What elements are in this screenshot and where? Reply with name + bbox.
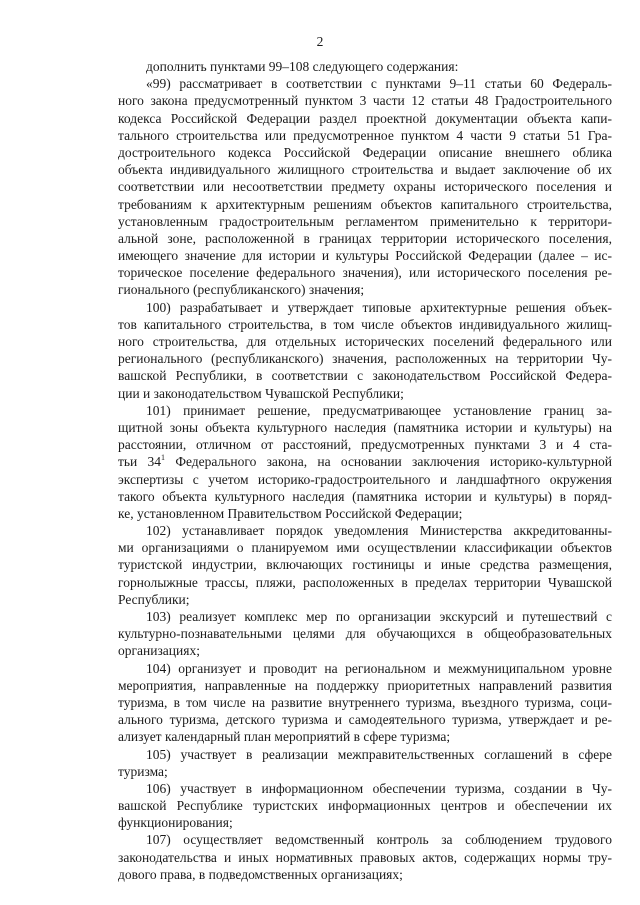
text-line: соответствии или несоответствии предмету охраны исторического поселения и (118, 179, 612, 195)
page-number: 2 (316, 34, 324, 49)
list-item (118, 831, 612, 883)
text-segment: тьи 34 (118, 454, 162, 470)
text-line: расстоянии, отличном от расстояний, предусмотренных пунктами 3 и 4 ста- (118, 437, 612, 453)
list-item (118, 660, 612, 746)
text-line: функционирования; (118, 815, 233, 831)
text-line: дополнить пунктами 99–108 следующего содержания: (146, 59, 459, 74)
text-line: гионального (республиканского) значения; (118, 282, 365, 298)
text-line: ного закона предусмотренный пунктом 3 части 12 статьи 48 Градостроительного (118, 93, 612, 109)
text-line: дового права, в подведомственных организациях; (118, 866, 403, 882)
list-item (118, 608, 612, 660)
text-line: такого объекта культурного наследия (памятника истории и культуры) в поряд- (118, 488, 612, 504)
text-line: 106) участвует в информационном обеспечении туризма, создании в Чу- (146, 780, 612, 796)
text-line: туристской индустрии, включающих гостиницы и иные средства размещения, (118, 557, 612, 573)
text-line: ального туризма, детского туризма и самодеятельного туризма, утверждает и ре- (118, 712, 612, 728)
text-line: достроительного кодекса Российской Федерации описание внешнего облика (118, 144, 612, 160)
text-line: объекта индивидуального жилищного строительства и выдает заключение об их (118, 162, 612, 178)
text-line: 105) участвует в реализации межправительственных соглашений в сфере (146, 746, 612, 762)
text-line: ции и законодательством Чувашской Республики; (118, 385, 404, 401)
text-line: установленным градостроительным регламентом применительно к территори- (118, 213, 612, 229)
text-line: организациях; (118, 643, 200, 659)
intro-paragraph (118, 58, 612, 75)
list-item (118, 299, 612, 402)
list-item (118, 75, 612, 298)
text-line: 103) реализует комплекс мер по организации экскурсий и путешествий с (146, 609, 612, 624)
text-line: ного строительства, для отдельных исторических поселений федерального или (118, 334, 612, 349)
text-line: кодекса Российской Федерации раздел проектной документации объекта капи- (118, 110, 612, 126)
text-line: вашской Республики, в соответствии с законодательством Российской Федера- (118, 368, 612, 384)
text-line: имеющего значение для истории и культуры Российской Федерации (далее – ис- (118, 248, 612, 264)
text-line: регионального (республиканского) значения, расположенных на территории Чу- (118, 351, 612, 367)
text-line: тов капитального строительства, в том числе объектов индивидуального жилищ- (118, 316, 612, 332)
text-line: ми организациями о планируемом ими осуществлении классификации объектов (118, 540, 612, 556)
text-line: 101) принимает решение, предусматривающее установление границ за- (146, 402, 612, 418)
text-line: 107) осуществляет ведомственный контроль за соблюдением трудового (146, 832, 612, 848)
text-line: щитной зоны объекта культурного наследия (памятника истории и культуры) на (118, 419, 612, 435)
document-body (118, 58, 612, 883)
text-line: альной зоне, расположенной в границах территории исторического поселения, (118, 230, 612, 246)
text-line: торическое поселение федерального значения), или исторического поселения ре- (118, 265, 612, 281)
text-line: культурно-познавательными целями для обучающихся в общеобразовательных (118, 626, 612, 642)
text-line: «99) рассматривает в соответствии с пунктами 9–11 статьи 60 Федераль- (146, 76, 612, 92)
list-item (118, 780, 612, 832)
text-line: 102) устанавливает порядок уведомления Министерства аккредитованны- (146, 523, 612, 539)
item-list (118, 75, 612, 883)
text-line: туризма; (118, 763, 168, 779)
text-line: тального строительства или предусмотренное пунктом 4 части 9 статьи 51 Гра- (118, 127, 612, 143)
list-item (118, 522, 612, 608)
text-line: мероприятия, направленные на поддержку приоритетных направлений развития (118, 677, 612, 693)
text-line: экспертизы с учетом историко-градостроительного и ландшафтного окружения (118, 471, 612, 487)
list-item (118, 746, 612, 780)
text-segment: Федерального закона, на основании заключения историко-культурной (175, 454, 613, 470)
text-line (118, 453, 612, 470)
text-line: туризма, в том числе на развитие внутреннего туризма, въездного туризма, соци- (118, 694, 612, 710)
text-line: ализует календарный план мероприятий в сфере туризма; (118, 729, 451, 745)
text-line: вашской Республике туристских информационных центров и обеспечении их (118, 798, 612, 814)
text-line: 100) разрабатывает и утверждает типовые архитектурные решения объек- (146, 299, 612, 315)
text-line: требованиям к архитектурным решениям объектов капитального строительства, (118, 196, 612, 212)
text-line: горнолыжные трассы, пляжи, расположенных в пределах территории Чувашской (118, 574, 612, 590)
text-line: законодательства и иных нормативных правовых актов, содержащих нормы тру- (118, 849, 612, 865)
superscript: 1 (161, 453, 166, 463)
list-item (118, 402, 612, 522)
text-line: 104) организует и проводит на региональном и межмуниципальном уровне (146, 660, 612, 676)
text-line: Республики; (118, 591, 190, 607)
text-line: ке, установленном Правительством Российской Федерации; (118, 505, 463, 521)
